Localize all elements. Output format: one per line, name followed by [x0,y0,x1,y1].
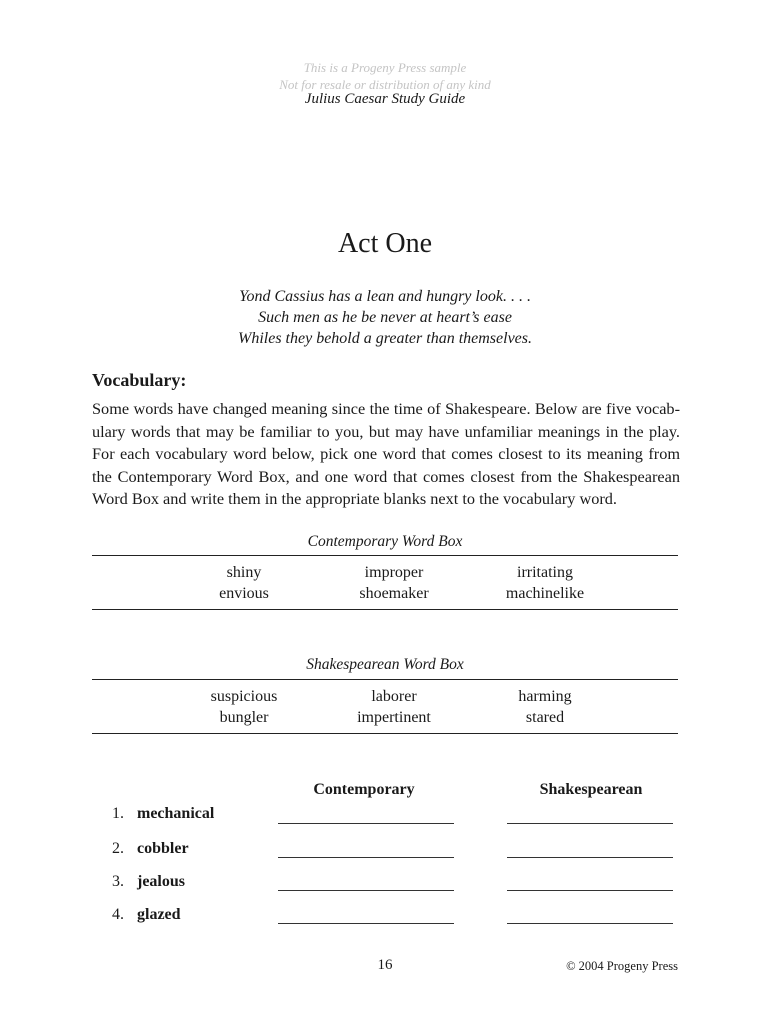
shakespearean-box-bottom-rule [92,733,678,734]
word-box-entry: envious [219,585,269,602]
instruction-line: For each vocabulary word below, pick one word that comes closest to its meaning from [92,444,680,463]
shakespearean-word-column [314,686,474,728]
quote-line: Yond Cassius has a lean and hungry look. . . . [239,288,531,305]
word-box-entry: shiny [226,564,262,581]
act-title: Act One [337,228,433,259]
word-box-entry: machinelike [505,585,585,602]
word-box-entry: shoemaker [359,585,429,602]
word-box-entry: laborer [371,688,417,705]
word-box-entry: irritating [517,564,573,581]
epigraph-quote [0,286,770,349]
copyright-notice: © 2004 Progeny Press [566,959,678,973]
instruction-line: Some words have changed meaning since the time of Shakespeare. Below are five vocab- [92,399,680,418]
shakespearean-word-column [465,686,625,728]
instruction-line: ulary words that may be familiar to you, but may have unfamiliar meanings in the play. [92,421,680,441]
word-box-entry: suspicious [210,688,278,705]
word-box-entry: improper [364,564,424,581]
word-box-entry: stared [525,709,565,726]
quote-line: Such men as he be never at heart’s ease [258,309,512,326]
contemporary-answer-blank[interactable] [278,890,454,891]
shakespearean-answer-blank[interactable] [507,923,673,924]
vocabulary-word: glazed [137,906,181,923]
instruction-line: the Contemporary Word Box, and one word that comes closest from the Shakespearean [92,466,680,486]
shakespearean-answer-blank[interactable] [507,890,673,891]
item-number: 2. [112,840,124,857]
column-header-contemporary: Contemporary [313,781,415,798]
item-number: 4. [112,906,124,923]
page-number: 16 [377,957,393,973]
watermark-line-1: This is a Progeny Press sample [303,60,467,75]
shakespearean-box-top-rule [92,679,678,680]
item-number: 1. [112,805,124,822]
shakespearean-word-column [164,686,324,728]
contemporary-word-column [314,562,474,604]
vocabulary-word: mechanical [137,805,215,822]
contemporary-word-column [164,562,324,604]
vocabulary-instructions [92,398,680,511]
column-header-shakespearean: Shakespearean [539,781,643,798]
shakespearean-answer-blank[interactable] [507,823,673,824]
contemporary-word-box-title: Contemporary Word Box [307,533,463,550]
item-number: 3. [112,873,124,890]
contemporary-answer-blank[interactable] [278,923,454,924]
shakespearean-word-box-title: Shakespearean Word Box [306,656,464,673]
quote-line: Whiles they behold a greater than themselves. [238,330,532,347]
shakespearean-answer-blank[interactable] [507,857,673,858]
section-heading-vocabulary: Vocabulary: [92,370,187,390]
contemporary-box-top-rule [92,555,678,556]
running-header-title: Julius Caesar Study Guide [304,91,466,107]
word-box-entry: impertinent [357,709,431,726]
contemporary-box-bottom-rule [92,609,678,610]
contemporary-answer-blank[interactable] [278,857,454,858]
vocabulary-word: cobbler [137,840,189,857]
contemporary-word-column [465,562,625,604]
contemporary-answer-blank[interactable] [278,823,454,824]
vocabulary-word: jealous [137,873,185,890]
instruction-line: Word Box and write them in the appropriate blanks next to the vocabulary word. [92,489,617,508]
word-box-entry: harming [518,688,572,705]
word-box-entry: bungler [219,709,269,726]
watermark-line-2: Not for resale or distribution of any kind [279,77,491,92]
